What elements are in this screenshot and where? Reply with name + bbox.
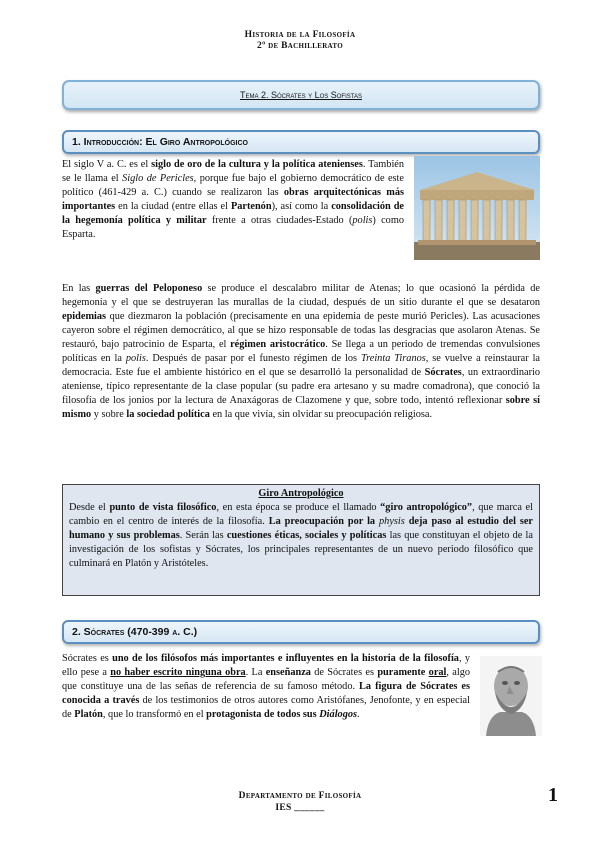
socrates-bust-image: [480, 656, 542, 736]
paragraph-intro: El siglo V a. C. es el siglo de oro de la cultura y la política atenienses. También se le llama el Siglo de Pericles, porque fue bajo el gobierno democrático de este político (461-429 a. C.) cuando se realizaron las obras arquitectónicas más importantes en la ciudad (entre ellas el Partenón), así como la consolidación de la hegemonía política y militar frente a otras ciudades-Estado (polis) como Esparta.: [62, 159, 405, 240]
giro-antropologico-box: Giro Antropológico Desde el punto de vista filosófico, en esta época se produce el llamado “giro antropológico”, que marca el cambio en el centro de interés de la filosofía. La preocupación por la physis deja paso al estudio del ser humano y sus problemas. Serán las cuestiones éticas, sociales y políticas las que constituyan el objeto de la investigación de los sofistas y Sócrates, los principales representantes de un nuevo periodo filosófico que culminará en Platón y Aristóteles.: [62, 484, 540, 596]
paragraph-socrates: Sócrates es uno de los filósofos más importantes e influyentes en la historia de la filosofía, y ello pese a no haber escrito ninguna obra. La enseñanza de Sócrates es puramente oral, algo que constituye una de las señas de referencia de su famoso método. La figura de Sócrates es conocida a través de los testimonios de otros autores como Aristófanes, Jenofonte, y en especial de Platón, que lo transformó en el protagonista de todos sus Diálogos.: [62, 653, 471, 720]
paragraph-peloponeso: En las guerras del Peloponeso se produce el descalabro militar de Atenas; lo que ocasionó la pérdida de hegemonía y el que se destruyeran las murallas de la ciudad, después de un sitio durante el que se desataron epidemias que diezmaron la población (precisamente en una epidemia de peste murió Pericles). Las acusaciones cayeron sobre el régimen democrático, al que se hizo responsable de todas las desgracias que asolaron Atenas. Se restauró, bajo patrocinio de Esparta, el régimen aristocrático. Se llega a un periodo de tremendas convulsiones políticas en la polis. Después de pasar por el funesto régimen de los Treinta Tiranos, se vuelve a reinstaurar la democracia. Este fue el ambiente histórico en el que se desarrolló la personalidad de Sócrates, un extraordinario ateniense, típico representante de la clase popular (su padre era artesano y su madre comadrona), que conoció la filosofía de los jonios por la lectura de Anaxágoras de Clazomene y que, sobre todo, intentó reflexionar sobre sí mismo y sobre la sociedad política en la que vivía, sin olvidar su preocupación religiosa.: [62, 283, 541, 420]
tema-title-box: [62, 80, 540, 110]
section-1-heading: [62, 130, 540, 154]
page-number: 1: [548, 784, 558, 806]
tema-title: Tema 2. Sócrates y Los Sofistas: [240, 90, 362, 100]
header-subject: Historia de la Filosofía: [244, 30, 356, 40]
page-header: [0, 30, 600, 52]
section-2-heading: [62, 620, 540, 644]
section-1-title: 1. Introducción: El Giro Antropológico: [72, 136, 248, 148]
parthenon-image: [414, 156, 540, 260]
footer-department: Departamento de Filosofía: [238, 791, 362, 801]
page-footer: [0, 790, 600, 814]
section-2-title: 2. Sócrates (470-399 a. C.): [72, 626, 198, 638]
header-course: 2º de Bachillerato: [257, 41, 343, 51]
footer-school: IES ______: [275, 803, 325, 813]
box-title: Giro Antropológico: [258, 488, 344, 499]
